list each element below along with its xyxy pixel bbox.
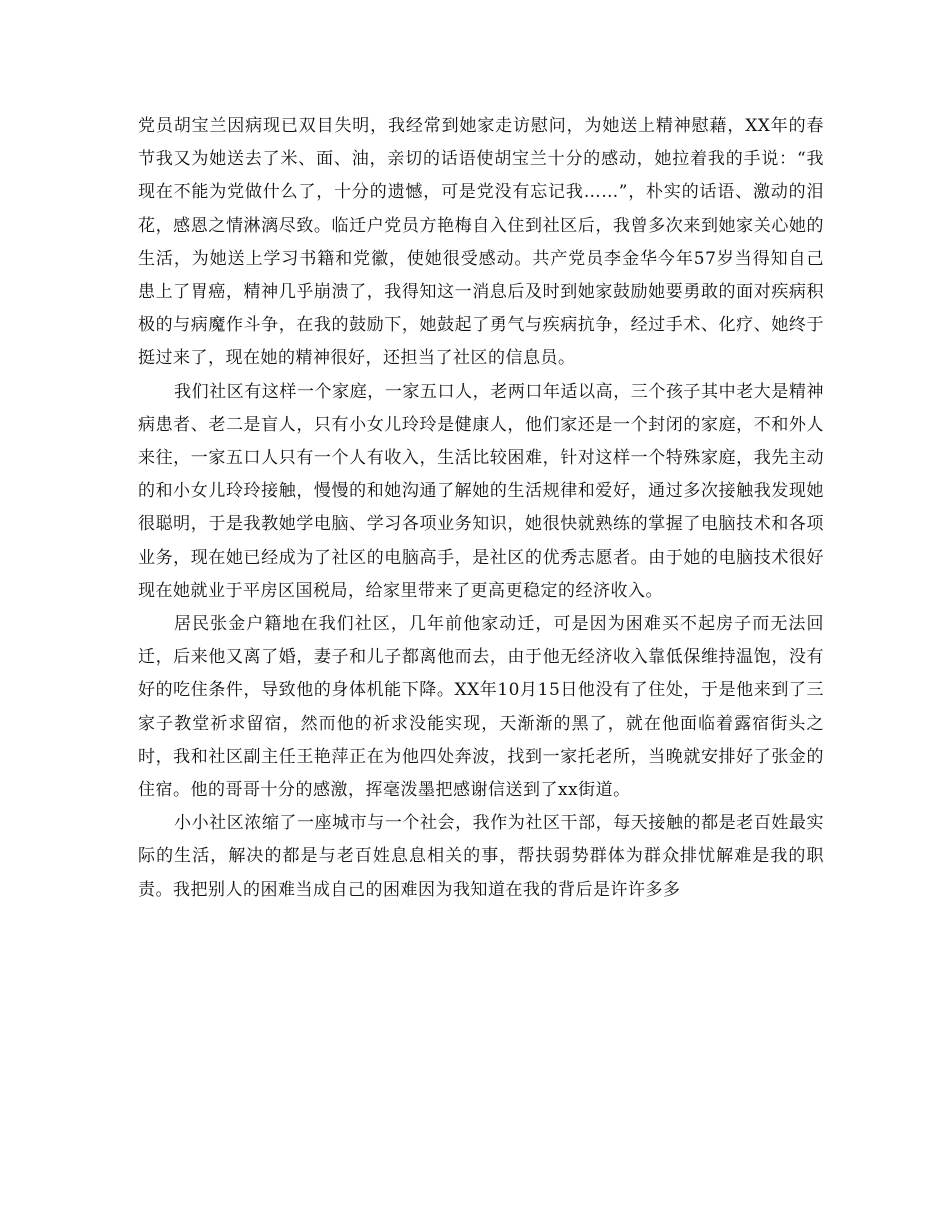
paragraph-party-member-visits: 党员胡宝兰因病现已双目失明，我经常到她家走访慰问，为她送上精神慰藉，XX年的春节我又为她送去了米、面、油，亲切的话语使胡宝兰十分的感动，她拉着我的手说：“我现在不能为党做什么了，十分的遗憾，可是党没有忘记我……”，朴实的话语、激动的泪花，感恩之情淋漓尽致。临迁户党员方艳梅自入住到社区后，我曾多次来到她家关心她的生活，为她送上学习书籍和党徽，使她很受感动。共产党员李金华今年57岁当得知自己患上了胃癌，精神几乎崩溃了，我得知这一消息后及时到她家鼓励她要勇敢的面对疾病积极的与病魔作斗争，在我的鼓励下，她鼓起了勇气与疾病抗争，经过手术、化疗、她终于挺过来了，现在她的精神很好，还担当了社区的信息员。 [138, 116, 824, 369]
document-body [138, 110, 824, 907]
paragraph-resident-zhang-jin: 居民张金户籍地在我们社区，几年前他家动迁，可是因为困难买不起房子而无法回迁，后来他又离了婚，妻子和儿子都离他而去，由于他无经济收入靠低保维持温饱，没有好的吃住条件，导致他的身体机能下降。XX年10月15日他没有了住处，于是他来到了三家子教堂祈求留宿，然而他的祈求没能实现，天渐渐的黑了，就在他面临着露宿街头之时，我和社区副主任王艳萍正在为他四处奔波，找到一家托老所，当晚就安排好了张金的住宿。他的哥哥十分的感激，挥毫泼墨把感谢信送到了xx街道。 [138, 614, 824, 801]
paragraph-family-of-five: 我们社区有这样一个家庭，一家五口人，老两口年适以高，三个孩子其中老大是精神病患者、老二是盲人，只有小女儿玲玲是健康人，他们家还是一个封闭的家庭，不和外人来往，一家五口人只有一个人有收入，生活比较困难，针对这样一个特殊家庭，我先主动的和小女儿玲玲接触，慢慢的和她沟通了解她的生活规律和爱好，通过多次接触我发现她很聪明，于是我教她学电脑、学习各项业务知识，她很快就熟练的掌握了电脑技术和各项业务，现在她已经成为了社区的电脑高手，是社区的优秀志愿者。由于她的电脑技术很好现在她就业于平房区国税局，给家里带来了更高更稳定的经济收入。 [138, 381, 824, 601]
paragraph-community-duty: 小小社区浓缩了一座城市与一个社会，我作为社区干部，每天接触的都是老百姓最实际的生活，解决的都是与老百姓息息相关的事，帮扶弱势群体为群众排忧解难是我的职责。我把别人的困难当成自己的困难因为我知道在我的背后是许许多多 [138, 813, 824, 900]
